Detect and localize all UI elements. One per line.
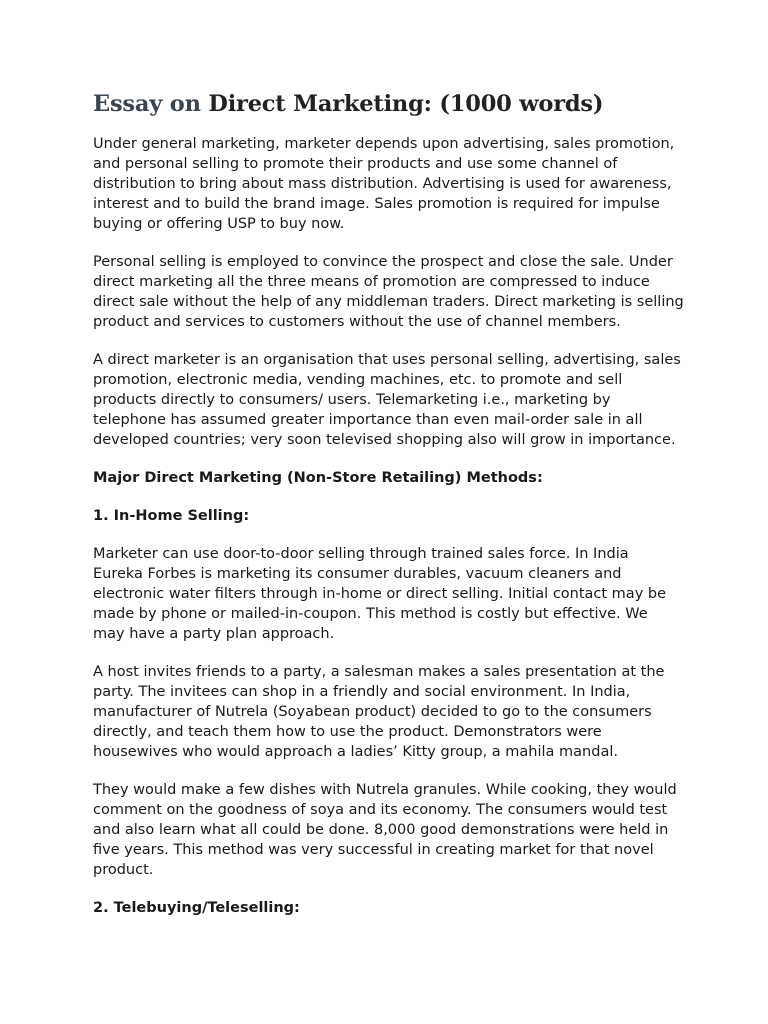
paragraph-line: Personal selling is employed to convince the prospect and close the sale. Under [93,254,673,270]
subheading-telebuying: 2. Telebuying/Teleselling: [93,900,300,916]
paragraph-line: Eureka Forbes is marketing its consumer durables, vacuum cleaners and [93,566,622,582]
paragraph-line: developed countries; very soon televised shopping also will grow in importance. [93,432,676,448]
paragraph-personal-selling [93,252,683,332]
paragraph-line: direct marketing all the three means of promotion are compressed to induce [93,274,650,290]
paragraph-line: electronic water filters through in-home or direct selling. Initial contact may be [93,586,667,602]
essay-title [93,86,683,122]
paragraph-party-plan [93,662,683,762]
paragraph-line: products directly to consumers/ users. Telemarketing i.e., marketing by [93,392,611,408]
paragraph-line: manufacturer of Nutrela (Soyabean product) decided to go to the consumers [93,704,652,720]
paragraph-line: directly, and teach them how to use the product. Demonstrators were [93,724,602,740]
paragraph-line: and also learn what all could be done. 8,000 good demonstrations were held in [93,822,669,838]
paragraph-line: interest and to build the brand image. Sales promotion is required for impulse [93,196,660,212]
subheading-in-home-selling: 1. In-Home Selling: [93,508,250,524]
section-heading-methods: Major Direct Marketing (Non-Store Retailing) Methods: [93,470,543,486]
paragraph-line: A direct marketer is an organisation that uses personal selling, advertising, sales [93,352,681,368]
paragraph-intro [93,134,683,234]
paragraph-line: buying or offering USP to buy now. [93,216,345,232]
paragraph-line: and personal selling to promote their products and use some channel of [93,156,618,172]
paragraph-line: product and services to customers without the use of channel members. [93,314,621,330]
paragraph-line: comment on the goodness of soya and its economy. The consumers would test [93,802,668,818]
paragraph-line: A host invites friends to a party, a salesman makes a sales presentation at the [93,664,665,680]
paragraph-line: Under general marketing, marketer depends upon advertising, sales promotion, [93,136,675,152]
paragraph-line: They would make a few dishes with Nutrela granules. While cooking, they would [93,782,677,798]
paragraph-nutrela [93,780,683,880]
essay-title-rest: Direct Marketing: (1000 words) [200,91,604,117]
document-page [93,86,683,936]
paragraph-door-to-door [93,544,683,644]
paragraph-line: telephone has assumed greater importance than even mail-order sale in all [93,412,643,428]
paragraph-line: product. [93,862,154,878]
paragraph-line: direct sale without the help of any middleman traders. Direct marketing is selling [93,294,684,310]
paragraph-direct-marketer [93,350,683,450]
paragraph-line: five years. This method was very successful in creating market for that novel [93,842,654,858]
paragraph-line: promotion, electronic media, vending machines, etc. to promote and sell [93,372,623,388]
essay-title-lead: Essay on [93,91,201,117]
paragraph-line: Marketer can use door-to-door selling through trained sales force. In India [93,546,629,562]
paragraph-line: may have a party plan approach. [93,626,335,642]
paragraph-line: housewives who would approach a ladies’ Kitty group, a mahila mandal. [93,744,618,760]
paragraph-line: distribution to bring about mass distribution. Advertising is used for awareness, [93,176,672,192]
paragraph-line: made by phone or mailed-in-coupon. This method is costly but effective. We [93,606,648,622]
paragraph-line: party. The invitees can shop in a friendly and social environment. In India, [93,684,631,700]
